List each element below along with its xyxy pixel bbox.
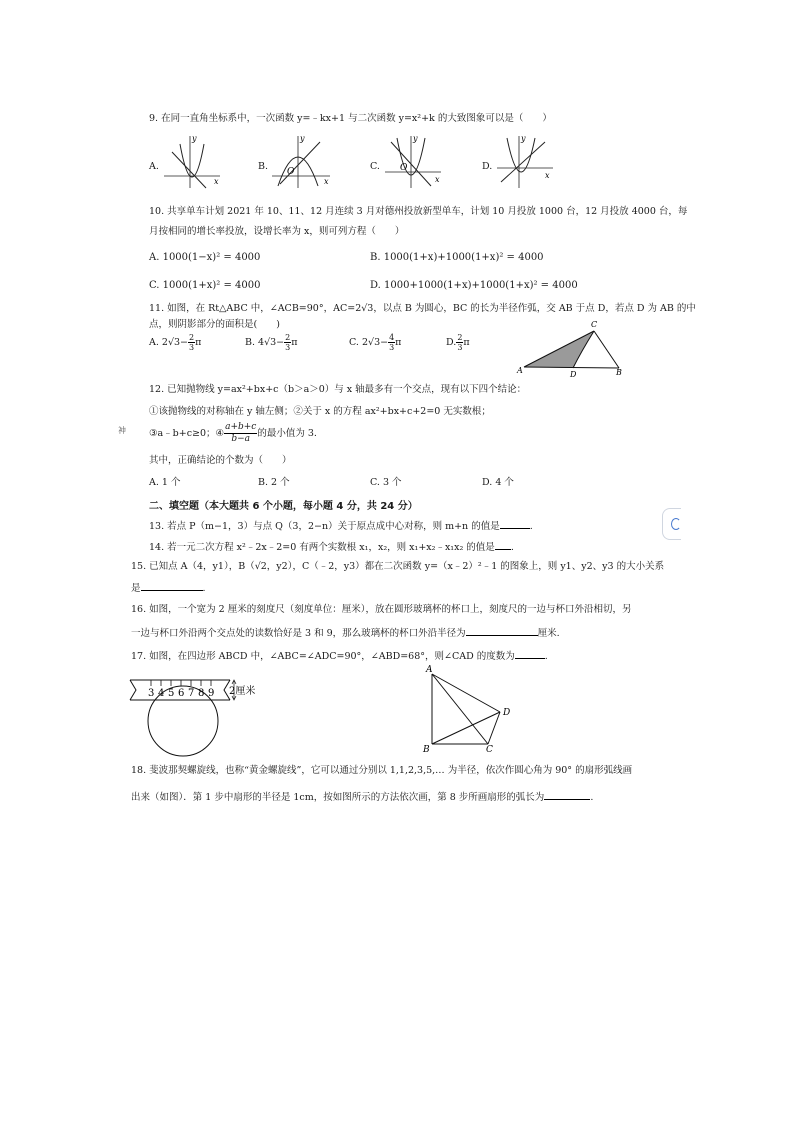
- q12-line3-prefix: ③a﹣b+c≥0；④: [149, 428, 225, 439]
- q12-option-a[interactable]: A. 1 个: [149, 477, 181, 488]
- ruler-tick-5: 5: [168, 688, 175, 699]
- q10-option-d[interactable]: D. 1000+1000(1+x)+1000(1+x)² = 4000: [370, 280, 578, 291]
- q9-b-x: x: [324, 177, 329, 186]
- q9-option-d-label[interactable]: D.: [482, 161, 493, 172]
- q11-label-c: C: [591, 320, 598, 329]
- q11-stem-line1: 11. 如图，在 Rt△ABC 中，∠ACB=90°，AC=2√3，以点 B 为圆心，BC 的长为半径作弧，交 AB 于点 D，若点 D 为 AB 的中: [149, 303, 696, 314]
- q9-a-y: y: [192, 134, 197, 143]
- refresh-icon: [671, 518, 681, 530]
- q11-c-prefix: C. 2√3−: [349, 337, 389, 348]
- q11-option-c[interactable]: [349, 333, 401, 352]
- q12-stem-line3: [149, 422, 317, 445]
- q9-graph-b[interactable]: [270, 132, 332, 190]
- q11-label-a: A: [517, 366, 523, 375]
- q17-label-c: C: [486, 745, 493, 754]
- q13-text: 13. 若点 P（m−1，3）与点 Q（3，2−n）关于原点成中心对称，则 m+n 的值是: [149, 521, 500, 532]
- q15-line1: 15. 已知点 A（4，y1），B（√2，y2），C（﹣2，y3）都在二次函数 y=（x﹣2）²﹣1 的图象上，则 y1、y2、y3 的大小关系: [131, 561, 665, 572]
- q10-option-c[interactable]: C. 1000(1+x)² = 4000: [149, 280, 261, 291]
- q17: [131, 648, 548, 663]
- q13: [149, 518, 533, 533]
- q12-frac-den: b−a: [231, 434, 251, 444]
- q17-label-a: A: [426, 665, 433, 675]
- q11-option-b[interactable]: [245, 333, 297, 352]
- q9-graph-c[interactable]: [383, 132, 443, 190]
- q9-c-y: y: [413, 134, 418, 143]
- q16-answer-blank[interactable]: [466, 625, 538, 636]
- q11-a-num: 2: [189, 333, 195, 342]
- q15-answer-blank[interactable]: [141, 580, 203, 591]
- q14-text: 14. 若一元二次方程 x²﹣2x﹣2=0 有两个实数根 x₁，x₂，则 x₁+x₂﹣x₁x₂ 的值是: [149, 542, 495, 553]
- q15-line2: [131, 580, 206, 595]
- q9-b-y: y: [300, 134, 305, 143]
- q11-label-d: D: [570, 370, 577, 378]
- q16-line2: [131, 625, 560, 640]
- q11-d-prefix: D.: [446, 337, 457, 348]
- q11-c-num: 4: [389, 333, 395, 342]
- q12-frac-num: a+b+c: [225, 422, 257, 432]
- q11-label-b: B: [616, 368, 622, 377]
- q9-graph-d[interactable]: [495, 132, 555, 190]
- ruler-width-label: 2厘米: [229, 686, 256, 697]
- q18-answer-blank[interactable]: [544, 789, 590, 800]
- q16-ruler-figure: [128, 672, 260, 758]
- margin-mark: 祌: [118, 426, 126, 435]
- q11-d-num: 2: [457, 333, 463, 342]
- q11-stem-line2: 点，则阴影部分的面积是( ): [149, 319, 280, 330]
- q17-figure: [420, 662, 530, 754]
- q15-end: .: [202, 583, 206, 594]
- q10-option-b[interactable]: B. 1000(1+x)+1000(1+x)² = 4000: [370, 252, 544, 263]
- side-panel-tab[interactable]: [662, 508, 681, 540]
- q17-end: .: [544, 651, 548, 662]
- q12-option-d[interactable]: D. 4 个: [482, 477, 514, 488]
- q9-c-o: O: [400, 163, 408, 173]
- q17-label-b: B: [423, 745, 430, 754]
- q12-stem-line1: 12. 已知抛物线 y=ax²+bx+c（b＞a＞0）与 x 轴最多有一个交点，现有以下四个结论：: [149, 384, 527, 395]
- q11-a-den: 3: [189, 343, 195, 352]
- ruler-tick-3: 3: [148, 688, 155, 699]
- q14-answer-blank[interactable]: [495, 539, 511, 550]
- q11-d-pi: π: [463, 337, 470, 348]
- q12-fraction: [224, 422, 257, 445]
- q17-label-d: D: [503, 708, 511, 718]
- q9-option-c-label[interactable]: C.: [370, 161, 380, 172]
- q11-c-den: 3: [389, 343, 395, 352]
- q11-a-pi: π: [195, 337, 202, 348]
- q13-end: .: [529, 521, 533, 532]
- ruler-tick-8: 8: [198, 688, 205, 699]
- q17-text: 17. 如图，在四边形 ABCD 中，∠ABC=∠ADC=90°，∠ABD=68°，则∠CAD 的度数为: [131, 651, 515, 662]
- q11-option-d[interactable]: [446, 333, 470, 352]
- q11-figure: [515, 316, 630, 378]
- q12-stem-line4: 其中，正确结论的个数为（ ）: [149, 455, 292, 466]
- q9-graph-a[interactable]: [162, 132, 222, 190]
- q12-line3-suffix: 的最小值为 3.: [257, 428, 317, 439]
- q11-option-a[interactable]: [149, 333, 201, 352]
- q9-option-b-label[interactable]: B.: [258, 161, 269, 172]
- ruler-tick-9: 9: [208, 688, 215, 699]
- q13-answer-blank[interactable]: [500, 518, 530, 529]
- q9-stem: 9. 在同一直角坐标系中，一次函数 y=﹣kx+1 与二次函数 y=x²+k 的大致图象可以是（ ）: [149, 113, 552, 124]
- q14: [149, 539, 514, 554]
- ruler-tick-7: 7: [188, 688, 195, 699]
- q11-b-prefix: B. 4√3−: [245, 337, 285, 348]
- q10-stem-line2: 月按相同的增长率投放，设增长率为 x，则可列方程（ ）: [149, 226, 405, 237]
- q16-prefix: 一边与杯口外沿两个交点处的读数恰好是 3 和 9，那么玻璃杯的杯口外沿半径为: [131, 628, 466, 639]
- q12-stem-line2: ①该抛物线的对称轴在 y 轴左侧；②关于 x 的方程 ax²+bx+c+2=0 无实数根；: [149, 406, 491, 417]
- q18-line1: 18. 斐波那契螺旋线，也称“黄金螺旋线”，它可以通过分别以 1,1,2,3,5,… 为半径，依次作圆心角为 90° 的扇形弧线画: [131, 765, 633, 776]
- q9-c-x: x: [435, 175, 440, 184]
- q18-line2: [131, 789, 593, 804]
- q10-stem-line1: 10. 共享单车计划 2021 年 10、11、12 月连续 3 月对德州投放新型单车，计划 10 月投放 1000 台，12 月投放 4000 台，每: [149, 206, 688, 217]
- q11-d-den: 3: [457, 343, 463, 352]
- q9-b-o: O: [287, 167, 295, 177]
- ruler-tick-6: 6: [178, 688, 185, 699]
- q9-d-y: y: [521, 134, 526, 143]
- ruler-ticks: [151, 680, 211, 686]
- ruler-tick-4: 4: [158, 688, 165, 699]
- q12-option-b[interactable]: B. 2 个: [258, 477, 290, 488]
- q11-b-pi: π: [291, 337, 298, 348]
- q18-prefix: 出来（如图）．第 1 步中扇形的半径是 1cm，按如图所示的方法依次画，第 8 步所画扇形的弧长为: [131, 792, 545, 803]
- q11-a-prefix: A. 2√3−: [149, 337, 189, 348]
- q10-option-a[interactable]: A. 1000(1−x)² = 4000: [149, 252, 261, 263]
- q9-a-x: x: [214, 177, 219, 186]
- section-2-heading: 二、填空题（本大题共 6 个小题，每小题 4 分，共 24 分）: [149, 501, 418, 512]
- q18-end: .: [590, 792, 594, 803]
- q16-line1: 16. 如图，一个宽为 2 厘米的刻度尺（刻度单位：厘米），放在圆形玻璃杯的杯口上，刻度尺的一边与杯口外沿相切，另: [131, 604, 632, 615]
- q12-option-c[interactable]: C. 3 个: [370, 477, 402, 488]
- q14-end: .: [510, 542, 514, 553]
- q11-b-num: 2: [285, 333, 291, 342]
- q15-prefix: 是: [131, 583, 141, 594]
- q11-c-pi: π: [395, 337, 402, 348]
- q9-d-x: x: [545, 171, 550, 180]
- q11-b-den: 3: [285, 343, 291, 352]
- q16-end: 厘米.: [537, 628, 560, 639]
- q9-option-a-label[interactable]: A.: [149, 161, 159, 172]
- q17-answer-blank[interactable]: [515, 648, 545, 659]
